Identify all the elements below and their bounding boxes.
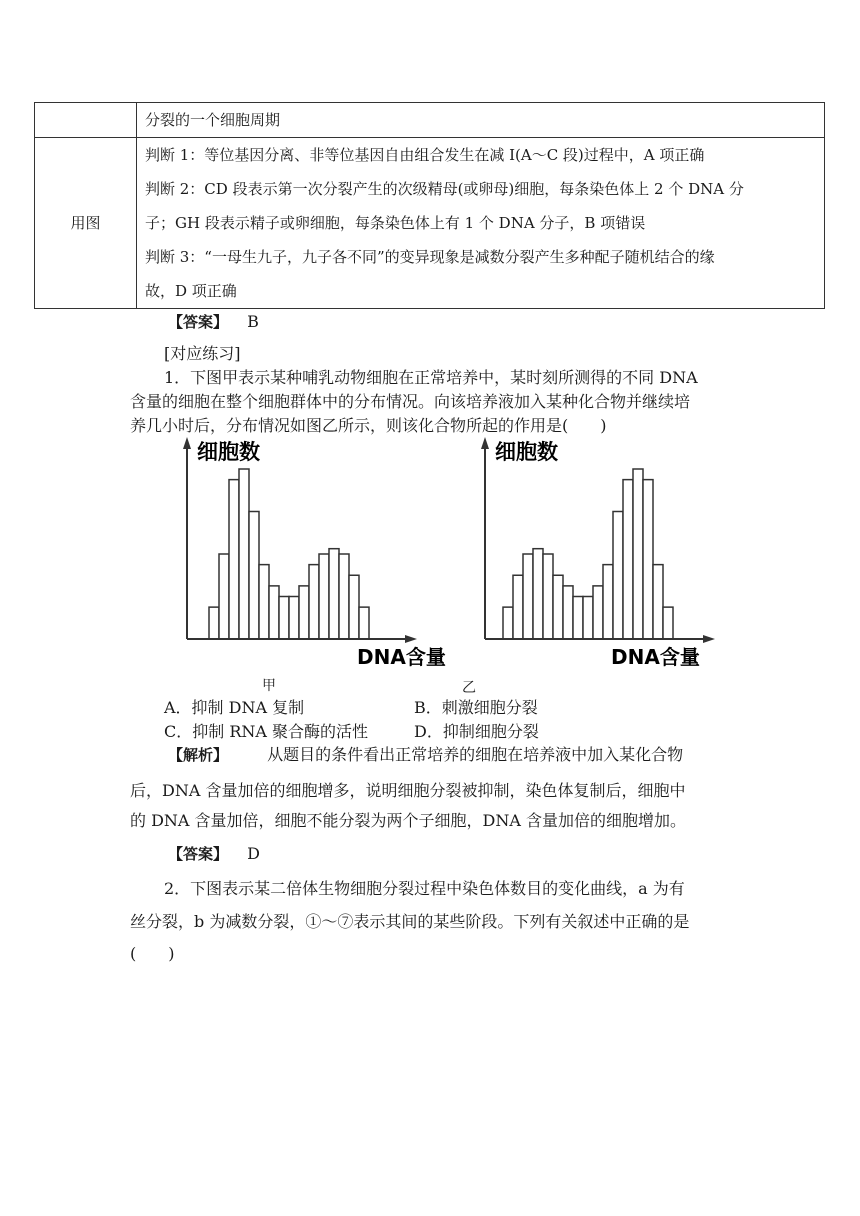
histogram-bar: [269, 586, 279, 639]
y-axis-label: 细胞数: [495, 440, 558, 464]
histogram-bar: [209, 607, 219, 639]
histogram-bar: [319, 554, 329, 639]
table-cell: [137, 138, 825, 309]
x-axis-arrow: [405, 635, 417, 643]
analysis-table: [34, 102, 825, 309]
option-b: B．刺激细胞分裂: [414, 698, 538, 717]
x-axis-label: DNA含量: [611, 645, 700, 669]
histogram-bar: [229, 480, 239, 639]
histogram-bar: [523, 554, 533, 639]
y-axis-arrow: [481, 437, 489, 449]
histogram-bar: [219, 554, 229, 639]
question-2-line: 丝分裂，b 为减数分裂，①～⑦表示其间的某些阶段。下列有关叙述中正确的是: [130, 912, 690, 931]
answer-block: [168, 307, 259, 337]
y-axis-label: 细胞数: [197, 440, 260, 464]
table-text: 分裂的一个细胞周期: [145, 111, 281, 129]
practice-heading: [对应练习]: [164, 344, 241, 363]
histogram-bar: [643, 480, 653, 639]
histogram-bar: [513, 575, 523, 639]
option-d: D．抑制细胞分裂: [414, 722, 539, 741]
histogram-bar: [663, 607, 673, 639]
histogram-bar: [563, 586, 573, 639]
histogram-bar: [623, 480, 633, 639]
histogram-bar: [339, 554, 349, 639]
option-c: C．抑制 RNA 聚合酶的活性: [164, 722, 369, 741]
histogram-bar: [533, 549, 543, 639]
judgement-line: 故，D 项正确: [145, 282, 237, 300]
chart-caption-yi: 乙: [462, 680, 476, 696]
histogram-bar: [573, 597, 583, 640]
histogram-bar: [329, 549, 339, 639]
histogram-bar: [503, 607, 513, 639]
histogram-bar: [593, 586, 603, 639]
judgement-line: 子；GH 段表示精子或卵细胞，每条染色体上有 1 个 DNA 分子，B 项错误: [145, 214, 646, 232]
judgement-line: 判断 1：等位基因分离、非等位基因自由组合发生在减 I(A～C 段)过程中，A 项正确: [145, 146, 705, 164]
table-row: [35, 103, 825, 138]
answer-value: D: [247, 844, 260, 863]
histogram-bar: [583, 597, 593, 640]
histogram-bar: [359, 607, 369, 639]
analysis-line: 后，DNA 含量加倍的细胞增多，说明细胞分裂被抑制，染色体复制后，细胞中: [130, 781, 686, 800]
analysis-line: 从题目的条件看出正常培养的细胞在培养液中加入某化合物: [267, 745, 684, 764]
analysis-label: 【解析】: [168, 746, 229, 764]
answer-label: 【答案】: [168, 313, 229, 331]
chart-caption-jia: 甲: [262, 678, 276, 694]
histogram-bar: [553, 575, 563, 639]
answer-value: B: [247, 312, 259, 331]
histogram-bar: [349, 575, 359, 639]
histogram-bar: [249, 512, 259, 640]
histogram-bar: [259, 565, 269, 639]
table-row: [35, 138, 825, 309]
judgement-line: 判断 3：“一母生九子，九子各不同”的变异现象是减数分裂产生多种配子随机结合的缘: [145, 248, 715, 266]
histogram-bar: [299, 586, 309, 639]
analysis-line: 的 DNA 含量加倍，细胞不能分裂为两个子细胞，DNA 含量加倍的细胞增加。: [130, 811, 687, 830]
table-cell: [137, 103, 825, 138]
chart-jia: [175, 433, 450, 673]
judgement-line: 判断 2：CD 段表示第一次分裂产生的次级精母(或卵母)细胞，每条染色体上 2 个 DNA 分: [145, 180, 744, 198]
analysis-block: [168, 740, 683, 770]
x-axis-arrow: [703, 635, 715, 643]
histogram-bar: [289, 597, 299, 640]
option-a: A．抑制 DNA 复制: [164, 698, 305, 717]
answer-block: [168, 839, 260, 869]
y-axis-arrow: [183, 437, 191, 449]
chart-yi: [473, 433, 748, 673]
question-2-line: 2．下图表示某二倍体生物细胞分裂过程中染色体数目的变化曲线，a 为有: [164, 879, 685, 898]
question-2-line: ( ): [130, 944, 175, 963]
question-1-line: 含量的细胞在整个细胞群体中的分布情况。向该培养液加入某种化合物并继续培: [130, 392, 691, 411]
question-1-line: 养几小时后，分布情况如图乙所示，则该化合物所起的作用是( ): [130, 416, 607, 435]
histogram-bar: [543, 554, 553, 639]
histogram-bar: [279, 597, 289, 640]
histogram-bar: [613, 512, 623, 640]
histogram-bar: [309, 565, 319, 639]
histogram-bar: [633, 469, 643, 639]
histogram-bar: [603, 565, 613, 639]
table-cell-empty: [35, 103, 137, 138]
chart-bars: [503, 469, 673, 639]
histogram-bar: [653, 565, 663, 639]
answer-label: 【答案】: [168, 845, 229, 863]
histogram-bar: [239, 469, 249, 639]
x-axis-label: DNA含量: [357, 645, 446, 669]
question-1-line: 1．下图甲表示某种哺乳动物细胞在正常培养中，某时刻所测得的不同 DNA: [164, 368, 698, 387]
table-row-header: 用图: [35, 138, 137, 309]
chart-bars: [209, 469, 369, 639]
